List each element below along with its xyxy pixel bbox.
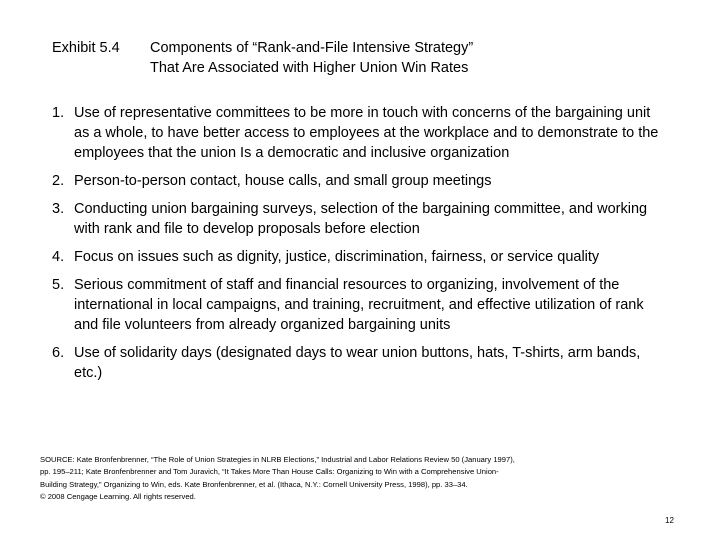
list-item-text: Use of representative committees to be more in touch with concerns of the bargaining unit as a whole, to have better access to employees at the workplace and to demonstrate to the employees that the union Is a democratic and inclusive organization xyxy=(74,105,659,161)
list-item-number: 4. xyxy=(52,249,65,265)
list-item xyxy=(52,343,662,383)
source-line-1: SOURCE: Kate Bronfenbrenner, “The Role of Union Strategies in NLRB Elections,” Industrial and Labor Relations Review 50 (January 1997), xyxy=(40,455,515,464)
exhibit-title xyxy=(150,38,630,78)
list-item-number: 6. xyxy=(52,345,65,361)
source-line-3: Building Strategy,” Organizing to Win, eds. Kate Bronfenbrenner, et al. (Ithaca, N.Y.: Cornell University Press, 1998), pp. 33–34. xyxy=(40,479,468,489)
list-item-number: 2. xyxy=(52,173,65,189)
list-item xyxy=(52,171,662,191)
list-item-text: Use of solidarity days (designated days to wear union buttons, hats, T-shirts, arm bands, etc.) xyxy=(74,345,641,381)
source-citation xyxy=(40,454,640,504)
list-item xyxy=(52,199,662,239)
list-item-number: 3. xyxy=(52,201,65,217)
exhibit-title-line-1: Components of “Rank-and-File Intensive Strategy” xyxy=(150,40,474,56)
list-item-text: Focus on issues such as dignity, justice, discrimination, fairness, or service quality xyxy=(74,249,600,265)
components-list xyxy=(52,103,662,391)
source-line-2: pp. 195–211; Kate Bronfenbrenner and Tom Juravich, “It Takes More Than House Calls: Organizing to Win with a Comprehensive Union- xyxy=(40,467,499,477)
list-item-text: Conducting union bargaining surveys, selection of the bargaining committee, and working with rank and file to develop proposals before election xyxy=(74,201,648,237)
page-number: 12 xyxy=(665,516,674,525)
list-item-number: 1. xyxy=(52,105,65,121)
exhibit-label: Exhibit 5.4 xyxy=(52,40,120,56)
exhibit-title-line-2: That Are Associated with Higher Union Win Rates xyxy=(150,60,469,76)
list-item xyxy=(52,247,662,267)
list-item xyxy=(52,103,662,163)
copyright-notice: © 2008 Cengage Learning. All rights reserved. xyxy=(40,492,196,502)
list-item xyxy=(52,275,662,335)
list-item-text: Person-to-person contact, house calls, and small group meetings xyxy=(74,173,492,189)
list-item-text: Serious commitment of staff and financial resources to organizing, involvement of the international in local campaigns, and training, recruitment, and effective utilization of rank and file volunteers from already organized bargaining units xyxy=(74,277,644,333)
list-item-number: 5. xyxy=(52,277,65,293)
